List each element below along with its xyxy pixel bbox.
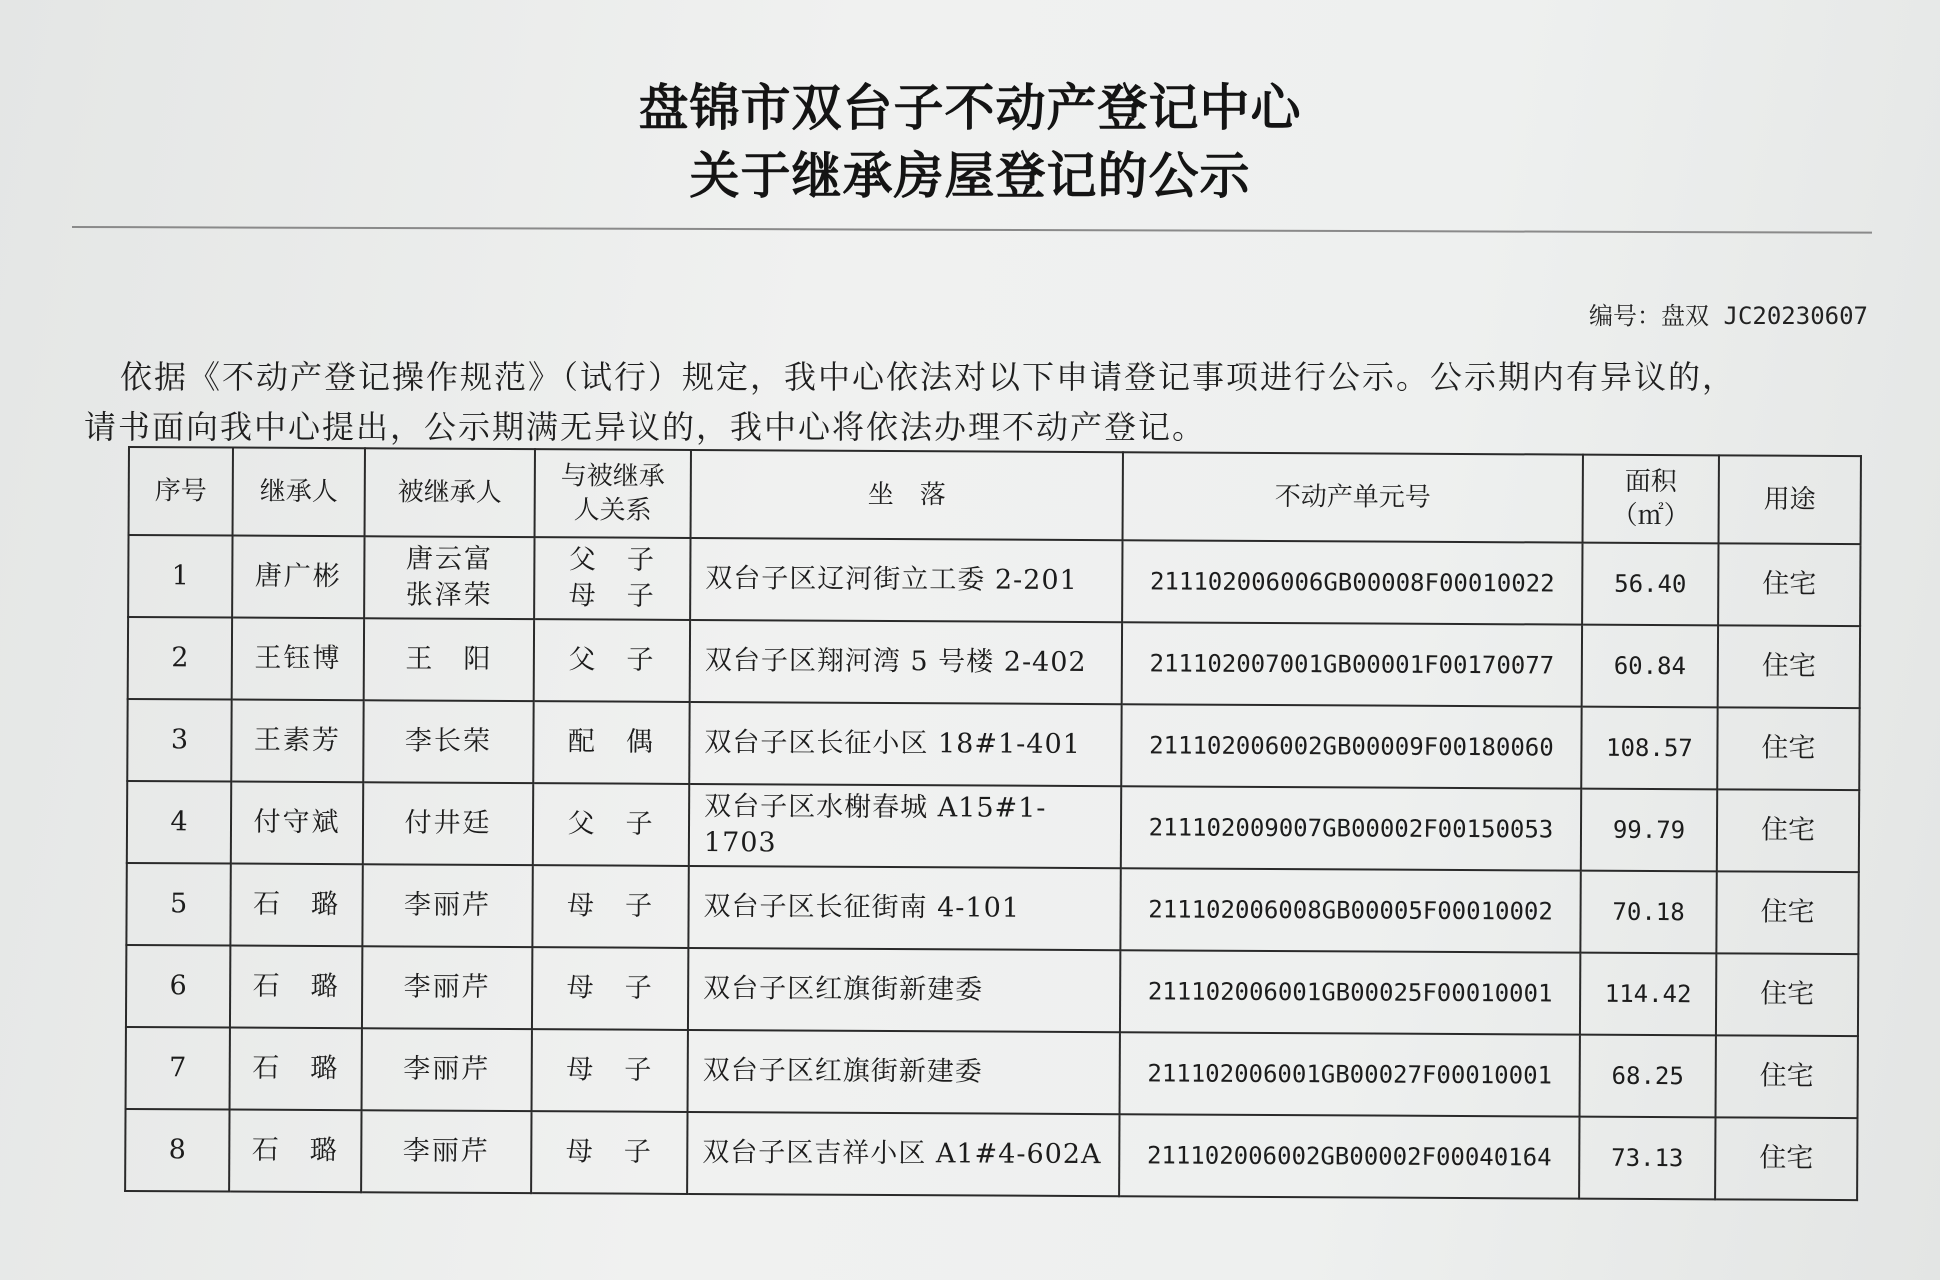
cell-area: 70.18 xyxy=(1580,871,1716,954)
cell-relation-1: 父 子 xyxy=(568,544,656,576)
cell-decedent: 李长荣 xyxy=(363,700,533,783)
cell-seq: 2 xyxy=(128,617,232,700)
cell-usage: 住宅 xyxy=(1717,789,1859,872)
cell-heir: 石 璐 xyxy=(230,1028,362,1111)
cell-decedent xyxy=(364,536,534,619)
cell-seq: 4 xyxy=(127,781,231,864)
cell-unit-number: 211102006006GB00008F00010022 xyxy=(1122,540,1582,624)
header-area-line2: （㎡） xyxy=(1611,500,1690,532)
cell-heir: 唐广彬 xyxy=(232,536,364,619)
cell-unit-number: 211102006001GB00025F00010001 xyxy=(1120,950,1580,1034)
document-number: 编号：盘双 JC20230607 xyxy=(1589,302,1868,330)
cell-usage: 住宅 xyxy=(1716,871,1858,954)
cell-location: 双台子区长征小区 18#1-401 xyxy=(689,702,1121,786)
cell-unit-number: 211102006001GB00027F00010001 xyxy=(1120,1032,1580,1116)
cell-area: 56.40 xyxy=(1582,543,1718,626)
cell-area: 114.42 xyxy=(1580,953,1716,1036)
cell-location: 双台子区翔河湾 5 号楼 2-402 xyxy=(690,620,1122,704)
cell-decedent: 李丽芹 xyxy=(362,864,532,947)
document-title-line1: 盘锦市双台子不动产登记中心 xyxy=(638,79,1302,137)
cell-seq: 8 xyxy=(125,1109,229,1192)
cell-decedent: 王 阳 xyxy=(364,618,534,701)
header-decedent: 被继承人 xyxy=(365,448,535,537)
intro-paragraph xyxy=(84,352,1904,452)
cell-heir: 王钰博 xyxy=(232,618,364,701)
cell-decedent: 李丽芹 xyxy=(362,946,532,1029)
table-header-row xyxy=(129,447,1861,544)
registration-table xyxy=(124,446,1862,1201)
cell-relation: 母 子 xyxy=(532,1029,688,1112)
table-row xyxy=(128,535,1860,626)
cell-relation: 母 子 xyxy=(532,865,688,948)
cell-seq: 1 xyxy=(128,535,232,618)
cell-relation: 父 子 xyxy=(533,783,689,866)
cell-heir: 石 璐 xyxy=(230,864,362,947)
table-row xyxy=(127,699,1859,790)
table-row xyxy=(125,1109,1857,1200)
cell-location: 双台子区红旗街新建委 xyxy=(688,948,1120,1032)
cell-seq: 5 xyxy=(126,863,230,946)
table-row xyxy=(128,617,1860,708)
header-location: 坐 落 xyxy=(691,450,1123,540)
cell-area: 108.57 xyxy=(1581,707,1717,790)
cell-usage: 住宅 xyxy=(1718,543,1860,626)
cell-relation xyxy=(534,537,690,620)
cell-usage: 住宅 xyxy=(1716,953,1858,1036)
cell-seq: 7 xyxy=(126,1027,230,1110)
header-relation xyxy=(535,449,691,538)
cell-usage: 住宅 xyxy=(1718,625,1860,708)
document-title-line2: 关于继承房屋登记的公示 xyxy=(689,147,1251,205)
cell-usage: 住宅 xyxy=(1715,1117,1857,1200)
cell-seq: 3 xyxy=(127,699,231,782)
intro-line-2: 请书面向我中心提出，公示期满无异议的，我中心将依法办理不动产登记。 xyxy=(84,408,1207,446)
cell-relation: 母 子 xyxy=(532,947,688,1030)
cell-decedent-2: 张泽荣 xyxy=(405,579,493,611)
cell-unit-number: 211102009007GB00002F00150053 xyxy=(1121,786,1581,870)
cell-decedent: 李丽芹 xyxy=(361,1110,531,1193)
cell-decedent: 李丽芹 xyxy=(362,1028,532,1111)
registration-table-wrapper xyxy=(124,446,1860,1201)
cell-relation: 配 偶 xyxy=(533,701,689,784)
header-heir: 继承人 xyxy=(233,448,365,537)
cell-relation: 母 子 xyxy=(531,1111,687,1194)
cell-usage: 住宅 xyxy=(1717,707,1859,790)
cell-area: 73.13 xyxy=(1579,1117,1715,1200)
table-row xyxy=(126,1027,1858,1118)
cell-heir: 石 璐 xyxy=(229,1110,361,1193)
cell-location: 双台子区长征街南 4-101 xyxy=(688,866,1120,950)
header-area-line1: 面积 xyxy=(1624,466,1677,498)
cell-location: 双台子区红旗街新建委 xyxy=(688,1030,1120,1114)
cell-unit-number: 211102007001GB00001F00170077 xyxy=(1122,622,1582,706)
header-area xyxy=(1583,455,1719,544)
cell-area: 99.79 xyxy=(1581,789,1717,872)
cell-area: 68.25 xyxy=(1580,1035,1716,1118)
cell-relation: 父 子 xyxy=(534,619,690,702)
cell-unit-number: 211102006002GB00009F00180060 xyxy=(1121,704,1581,788)
cell-heir: 付守斌 xyxy=(231,782,363,865)
cell-location: 双台子区水榭春城 A15#1-1703 xyxy=(689,784,1121,868)
cell-location: 双台子区吉祥小区 A1#4-602A xyxy=(687,1112,1119,1196)
cell-decedent-1: 唐云富 xyxy=(405,543,493,575)
header-seq: 序号 xyxy=(129,447,233,536)
cell-heir: 王素芳 xyxy=(231,700,363,783)
cell-location: 双台子区辽河街立工委 2-201 xyxy=(690,538,1122,622)
cell-heir: 石 璐 xyxy=(230,946,362,1029)
cell-area: 60.84 xyxy=(1582,625,1718,708)
intro-line-1: 依据《不动产登记操作规范》（试行）规定，我中心依法对以下申请登记事项进行公示。公示期内有异议的， xyxy=(120,358,1737,396)
cell-relation-2: 母 子 xyxy=(568,580,656,612)
header-relation-line1: 与被继承 xyxy=(560,461,665,492)
header-usage: 用途 xyxy=(1719,455,1861,544)
cell-decedent: 付井廷 xyxy=(363,782,533,865)
table-row xyxy=(126,863,1858,954)
cell-unit-number: 211102006008GB00005F00010002 xyxy=(1120,868,1580,952)
cell-seq: 6 xyxy=(126,945,230,1028)
header-unit-number: 不动产单元号 xyxy=(1123,452,1583,542)
table-row xyxy=(127,781,1859,872)
cell-unit-number: 211102006002GB00002F00040164 xyxy=(1119,1114,1579,1198)
header-relation-line2: 人关系 xyxy=(573,495,652,526)
table-row xyxy=(126,945,1858,1036)
header-divider xyxy=(72,226,1872,234)
cell-usage: 住宅 xyxy=(1716,1035,1858,1118)
